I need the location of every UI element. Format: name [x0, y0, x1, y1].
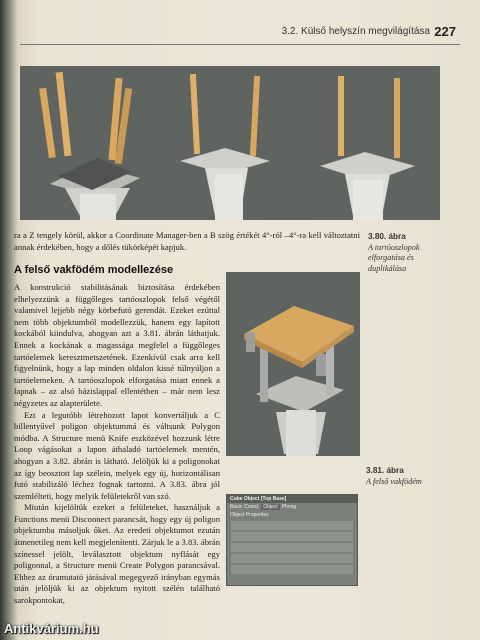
figure-3-80-render: [20, 66, 440, 220]
property-row[interactable]: [231, 543, 353, 552]
paragraph-1: A konstrukció stabilitásának biztosítása érdekében elhelyezzünk a függőleges tartóoszlopok felső végétől valamivel lejjebb négy körbefutó gerendát. Ezeket ezúttal nem több objektumból modellezzük, hanem egy lapított kockából kiindulva, ahogyan azt a 3.81. ábrán láthatjuk. Ennek a kockának a magassága megfelel a függőleges tartóelemek keresztmetszetének. Ezenkívül csak arra kell figyelnünk, hogy a lap minden oldalon kissé túlnyúljon a tartóelemeken. A tartóoszlopok elforgatása miatt ennek a lapnak – az alsó bázislappal ellentétben – már nem lesz négyzetes az alapterülete.: [14, 282, 220, 408]
object-properties-dialog: [226, 494, 358, 586]
running-header: 3.2. Külső helyszín megvilágítása: [281, 26, 430, 37]
caption-label: 3.81. ábra: [366, 466, 404, 475]
paragraph-3: Miután kijelöltük ezeket a felületeket, használjuk a Functions menü Disconnect parancsát, hogy egy új poligon objektumba másoljuk őket. Az eredeti objektumot ezután átmenetileg nem kell megjelenítenti. Zárjuk le a 3.83. ábrán színessel jelölt, leválasztott objektum nyflását egy poligonnal, a Structure menü Create Polygon parancsával. Ehhez az óramutató járásával megegyező irányban egymás után jelöljük ki az objektum nyitott szélén található sarokpontokat,: [14, 502, 220, 606]
caption-text: A felső vakfödém: [366, 476, 422, 486]
property-row[interactable]: [231, 565, 353, 574]
rendered-top-slab: [226, 272, 360, 456]
rendered-stool-frames: [20, 66, 440, 220]
paragraph-2: Ezt a legutóbb létrehozott lapot konvertáljuk a C billentyűvel poligon objektummá és váltsunk Polygon módba. A Structure menü Knife eszközével hozzunk létre Loop vágásokat a lapon áthaladó tartóelemek mentén, ahogyan a 3.82. ábrán is látható. Jelöljük ki a poligonokat az így beosztott lap szélein, melyek egy új, horizontálisan futó stabilizáló léchez fognak tartozni. A 3.83. ábra jól szemlélteti, hogy melyik felületekről van szó.: [14, 409, 220, 501]
dialog-title: Cube Object [Top Base]: [227, 495, 357, 503]
header-rule: [20, 44, 460, 45]
figure-3-80-lead-text: ra a Z tengely körül, akkor a Coordinate Manager-ben a B szög értékét 4°-ról –4°-ra kell változtatni annak érdekében, hogy a dőlés tükörképét kapjuk.: [14, 230, 360, 252]
render-frame-1: [39, 72, 140, 220]
property-row[interactable]: [231, 554, 353, 563]
dialog-tabs: [227, 503, 357, 511]
figure-3-81-render: [226, 272, 360, 456]
tab-object[interactable]: Object: [263, 504, 278, 510]
caption-label: 3.80. ábra: [368, 232, 406, 241]
figure-3-81-caption: [366, 466, 456, 487]
page-number: 227: [434, 24, 456, 39]
render-frame-2: [180, 74, 270, 220]
caption-text: A tartóoszlopok elforgatása és duplikálása: [368, 242, 420, 273]
tab-coord[interactable]: Coord.: [244, 504, 260, 510]
tab-phong[interactable]: Phong: [281, 504, 297, 510]
section-heading: A felső vakfödém modellezése: [14, 264, 174, 276]
dialog-section: Object Properties: [230, 512, 269, 518]
property-row[interactable]: [231, 532, 353, 541]
tab-basic[interactable]: Basic: [230, 504, 243, 510]
watermark: Antikvárium.hu: [4, 621, 99, 636]
property-row[interactable]: [231, 521, 353, 530]
figure-3-80-caption: [368, 232, 452, 274]
body-column: [14, 282, 220, 630]
render-frame-3: [320, 76, 415, 220]
